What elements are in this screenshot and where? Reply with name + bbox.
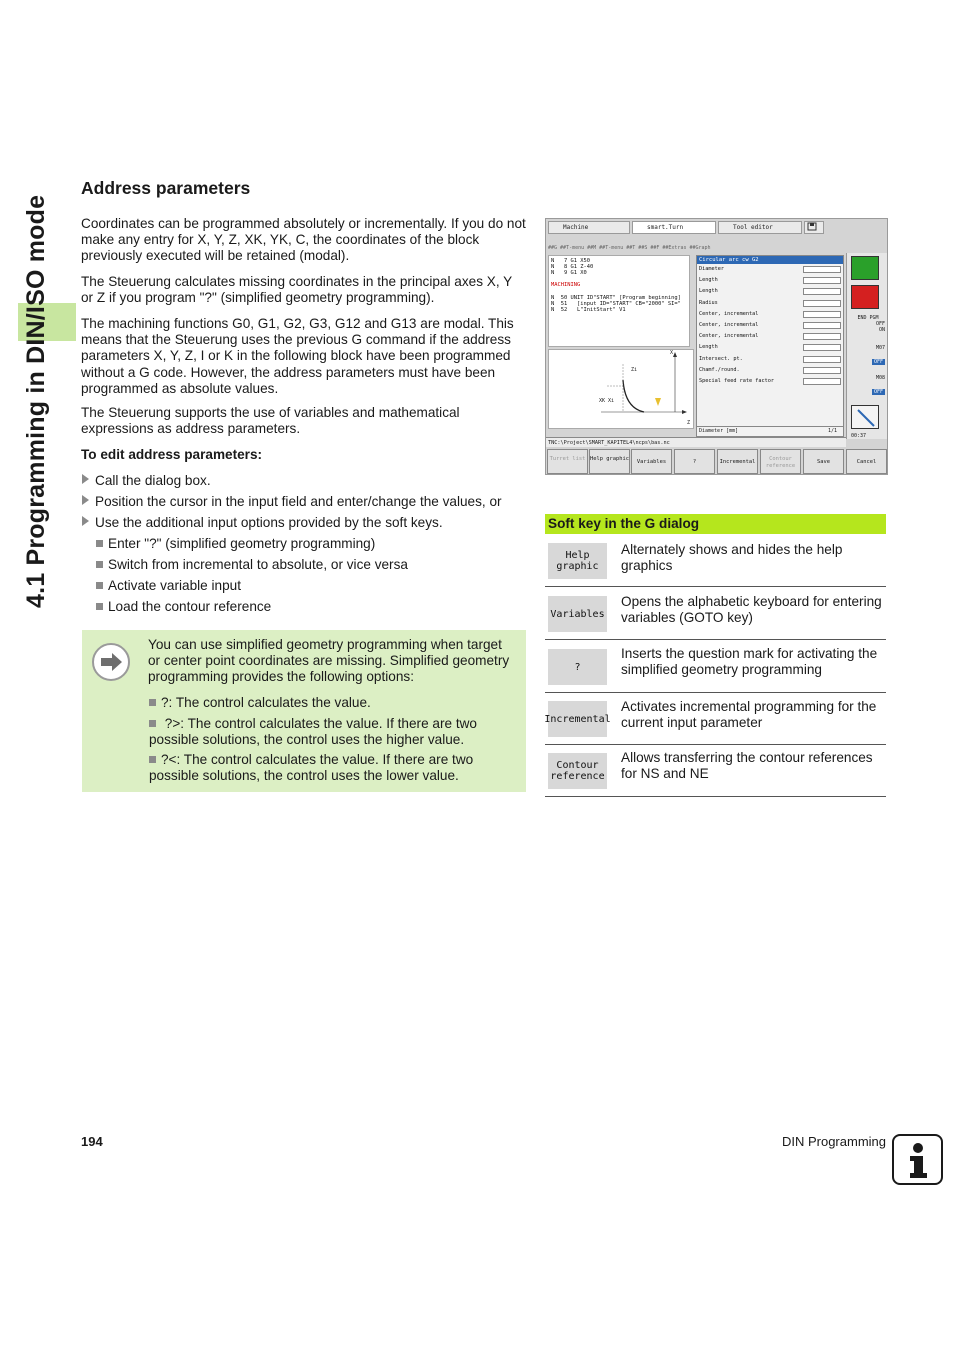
m08-toggle[interactable]: M08 OFF [873, 375, 885, 395]
arrow-bullet-icon [82, 516, 89, 526]
dialog-input-field[interactable] [803, 311, 841, 318]
dialog-field-row[interactable]: Radius [697, 298, 843, 309]
step-item: Use the additional input options provided by the soft keys. [82, 515, 443, 531]
note-box [82, 630, 526, 792]
dialog-input-field[interactable] [803, 300, 841, 307]
dialog-input-field[interactable] [803, 277, 841, 284]
m07-toggle[interactable]: M07 OFF [873, 345, 885, 365]
dialog-field-row[interactable]: Center, incremental [697, 331, 843, 342]
help-graphic [548, 349, 694, 429]
row-description: Inserts the question mark for activating the simplified geometry programming [621, 646, 878, 678]
dialog-field-row[interactable]: Center, incremental [697, 320, 843, 331]
dialog-hint-bar: Diameter [mm] 1/1 [697, 426, 843, 436]
menu-bar[interactable]: ##G ##T-menu ##M ##T-menu ##T ##S ##F ##Extras ##Graph [548, 245, 711, 251]
question-key: ? [548, 649, 607, 685]
square-bullet-icon [96, 561, 103, 568]
paragraph: The Steuerung supports the use of variables and mathematical expressions as address parameters. [81, 405, 460, 437]
variables-key: Variables [548, 596, 607, 632]
tab-tool-editor[interactable]: Tool editor [718, 221, 802, 234]
note-option: ?>: The control calculates the value. If there are two possible solutions, the control uses the higher value. [149, 716, 477, 748]
table-row [545, 693, 886, 745]
arrow-bullet-icon [82, 495, 89, 505]
row-description: Activates incremental programming for the current input parameter [621, 699, 877, 731]
dialog-title: Circular arc cw G2 [697, 256, 843, 264]
softkey-variables[interactable]: Variables [631, 449, 672, 474]
dialog-field-row[interactable]: Diameter [697, 264, 843, 275]
info-icon [892, 1134, 943, 1185]
graph-axis-x-label: X [670, 350, 674, 356]
dialog-field-row[interactable]: Chamf./round. [697, 365, 843, 376]
sub-step-item: Load the contour reference [96, 599, 271, 615]
dialog-field-row[interactable]: Length [697, 342, 843, 353]
square-bullet-icon [149, 699, 156, 706]
help-graphic-key: Help graphic [548, 543, 607, 579]
contour-reference-key: Contour reference [548, 753, 607, 789]
square-bullet-icon [149, 720, 156, 727]
square-bullet-icon [96, 603, 103, 610]
table-row [545, 587, 886, 640]
incremental-key: Incremental [548, 701, 607, 737]
tab-smart-turn[interactable]: smart.Turn [632, 221, 716, 234]
step-item: Call the dialog box. [82, 473, 211, 489]
dialog-input-field[interactable] [803, 378, 841, 385]
arrow-bullet-icon [82, 474, 89, 484]
row-description: Allows transferring the contour references for NS and NE [621, 750, 873, 782]
softkey-table-header: Soft key in the G dialog [545, 514, 886, 534]
softkey-bar [546, 448, 887, 474]
note-option: ?<: The control calculates the value. If there are two possible solutions, the control uses the lower value. [149, 752, 474, 784]
dialog-input-field[interactable] [803, 333, 841, 340]
graph-axis-z-label: Z [687, 420, 691, 426]
page-indicator: 1/1 [827, 428, 837, 434]
softkey-incremental[interactable]: Incremental [717, 449, 758, 474]
footer-section-name: DIN Programming [781, 1134, 886, 1149]
section-title: Address parameters [81, 178, 251, 198]
note-text: You can use simplified geometry programming when target or center point coordinates are missing. Simplified geometry programming provides the following options: [148, 637, 510, 685]
graph-zi-label: Zi [631, 367, 638, 373]
dialog-input-field[interactable] [803, 288, 841, 295]
dialog-input-field[interactable] [803, 266, 841, 273]
row-description: Opens the alphabetic keyboard for entering variables (GOTO key) [621, 594, 882, 626]
machine-status-panel [846, 253, 887, 439]
dialog-input-field[interactable] [803, 356, 841, 363]
dialog-field-row[interactable]: Length [697, 286, 843, 297]
sub-step-item: Enter "?" (simplified geometry programming) [96, 536, 375, 552]
procedure-title: To edit address parameters: [81, 447, 263, 462]
time-readout: 00:37 [851, 433, 867, 439]
softkey-contour-reference[interactable]: Contour reference [760, 449, 801, 474]
jog-arrow-icon[interactable] [851, 405, 879, 429]
paragraph: Coordinates can be programmed absolutely or incrementally. If you do not make any entry for X, Y, Z, XK, YK, C, the coordinates of the block previously executed will be retained (modal). [81, 216, 526, 264]
square-bullet-icon [149, 756, 156, 763]
sub-step-item: Switch from incremental to absolute, or vice versa [96, 557, 408, 573]
nc-stop-icon[interactable] [851, 285, 879, 309]
paragraph: The Steuerung calculates missing coordinates in the principal axes X, Y or Z if you program "?" (simplified geometry programming). [81, 274, 512, 306]
file-path-bar: TNC:\Project\SMART_KAPITEL4\ncps\bas.nc [546, 437, 846, 447]
g-dialog [696, 255, 844, 437]
sub-step-item: Activate variable input [96, 578, 241, 594]
graph-xk-label: XK Xi [599, 398, 615, 404]
dialog-input-field[interactable] [803, 344, 841, 351]
softkey-question[interactable]: ? [674, 449, 715, 474]
nc-start-icon[interactable] [851, 256, 879, 280]
page-number: 194 [81, 1134, 103, 1149]
dialog-field-row[interactable]: Special feed rate factor [697, 376, 843, 387]
row-description: Alternately shows and hides the help graphics [621, 542, 843, 574]
chapter-side-title: 4.1 Programming in DIN/ISO mode [22, 194, 50, 608]
softkey-save[interactable]: Save [803, 449, 844, 474]
softkey-turret-list[interactable]: Turret list [547, 449, 588, 474]
square-bullet-icon [96, 540, 103, 547]
dialog-field-row[interactable]: Length [697, 275, 843, 286]
table-row [545, 640, 886, 693]
dialog-field-row[interactable]: Intersect. pt. [697, 354, 843, 365]
arrow-right-icon [92, 643, 130, 681]
table-row [545, 535, 886, 587]
step-item: Position the cursor in the input field and enter/change the values, or [82, 494, 502, 510]
tab-machine[interactable]: Machine [548, 221, 630, 234]
dialog-input-field[interactable] [803, 367, 841, 374]
end-pgm-toggle[interactable]: END PGM OFF ON [857, 315, 885, 333]
paragraph: The machining functions G0, G1, G2, G3, G12 and G13 are modal. This means that the Steuerung uses the previous G command if the address parameters X, Y, Z, I or K in the following block have been programmed without a G code. However, the address parameters must have been programmed as absolute values. [81, 316, 514, 396]
program-listing: N 7 G1 X50 N 8 G1 Z-40 N 9 G1 X0 MACHINING N 50 UNIT ID"START" [Program beginning] N 51 [input ID="START" CB="2000" SI=" N 52 L"InitStart" V1 [548, 255, 690, 347]
softkey-help-graphic[interactable]: Help graphic [589, 449, 630, 474]
table-row [545, 745, 886, 797]
square-bullet-icon [96, 582, 103, 589]
dialog-input-field[interactable] [803, 322, 841, 329]
note-option: ?: The control calculates the value. [149, 695, 517, 711]
softkey-cancel[interactable]: Cancel [846, 449, 887, 474]
dialog-field-row[interactable]: Center, incremental [697, 309, 843, 320]
control-screenshot [545, 218, 888, 475]
save-disk-icon[interactable] [804, 221, 824, 234]
